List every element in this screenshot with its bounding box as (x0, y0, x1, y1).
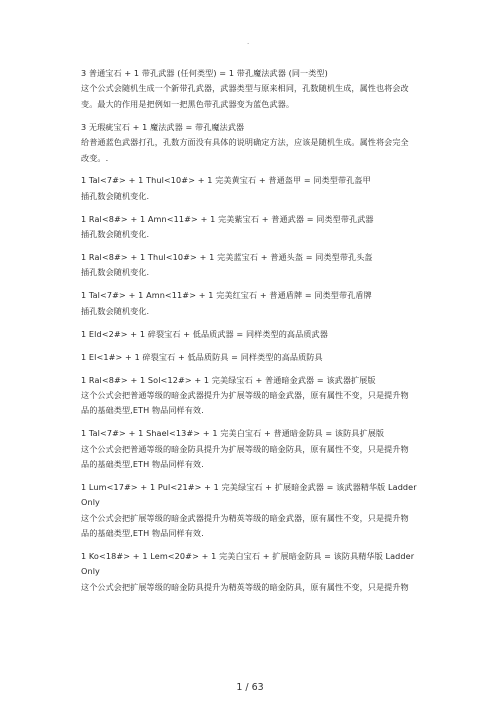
paragraph (81, 250, 441, 281)
paragraph (81, 373, 441, 419)
text-line: 变。最大的作用是把例如一把黑色带孔武器变为蓝色武器。 (81, 98, 295, 109)
text-line: 1 Eld<2#> + 1 碎裂宝石 + 低品质武器 = 同样类型的高品质武器 (81, 328, 328, 339)
document-body (81, 66, 441, 603)
text-line: 3 普通宝石 + 1 带孔武器 (任何类型) = 1 带孔魔法武器 (同一类型) (81, 68, 328, 78)
paragraph (81, 120, 441, 166)
text-line: 这个公式会随机生成一个新带孔武器，武器类型与原来相同，孔数随机生成，属性也将会改 (81, 83, 409, 94)
paragraph (81, 549, 441, 595)
paragraph (81, 426, 441, 472)
text-line: 这个公式会把普通等级的暗金武器提升为扩展等级的暗金武器，原有属性不变，只是提升物 (81, 389, 409, 400)
paragraph (81, 288, 441, 319)
text-line: 这个公式会把普通等级的暗金防具提升为扩展等级的暗金防具，原有属性不变，只是提升物 (81, 443, 409, 454)
header-mark: . (247, 38, 250, 46)
text-line: 这个公式会把扩展等级的暗金防具提升为精英等级的暗金防具，原有属性不变，只是提升物 (81, 581, 409, 592)
text-line: 3 无瑕疵宝石 + 1 魔法武器 = 带孔魔法武器 (81, 121, 245, 132)
text-line: 品的基础类型,ETH 物品同样有效. (81, 405, 204, 416)
text-line: Only (81, 497, 100, 508)
text-line: 1 Ral<8#> + 1 Thul<10#> + 1 完美蓝宝石 + 普通头盔 = 同类型带孔头盔 (81, 252, 373, 263)
text-line: 1 Tal<7#> + 1 Shael<13#> + 1 完美白宝石 + 普通暗金防具 = 该防具扩展版 (81, 428, 385, 439)
text-line: 1 Ral<8#> + 1 Amn<11#> + 1 完美紫宝石 + 普通武器 = 同类型带孔武器 (81, 213, 374, 224)
paragraph (81, 327, 441, 342)
text-line: 插孔数会随机变化. (81, 190, 150, 201)
text-line: 1 Ko<18#> + 1 Lem<20#> + 1 完美白宝石 + 扩展暗金防具 = 该防具精华版 Ladder (81, 551, 415, 562)
page-number: 1 / 63 (236, 682, 264, 693)
text-line: 1 El<1#> + 1 碎裂宝石 + 低品质防具 = 同样类型的高品质防具 (81, 351, 323, 362)
paragraph (81, 173, 441, 204)
text-line: 1 Tal<7#> + 1 Amn<11#> + 1 完美红宝石 + 普通盾牌 = 同类型带孔盾牌 (81, 290, 372, 301)
text-line: 1 Tal<7#> + 1 Thul<10#> + 1 完美黄宝石 + 普通盔甲 = 同类型带孔盔甲 (81, 175, 371, 186)
text-line: 品的基础类型,ETH 物品同样有效. (81, 459, 204, 470)
text-line: 插孔数会随机变化. (81, 305, 150, 316)
paragraph (81, 350, 441, 365)
text-line: 1 Lum<17#> + 1 Pul<21#> + 1 完美绿宝石 + 扩展暗金武器 = 该武器精华版 Ladder (81, 481, 417, 492)
text-line: 插孔数会随机变化. (81, 229, 150, 240)
text-line: 改变。. (81, 152, 109, 163)
text-line: 1 Ral<8#> + 1 Sol<12#> + 1 完美绿宝石 + 普通暗金武器 = 该武器扩展版 (81, 374, 376, 385)
text-line: 给普通蓝色武器打孔，孔数方面没有具体的说明确定方法，应该是随机生成。属性将会完全 (81, 137, 409, 148)
text-line: Only (81, 566, 100, 577)
text-line: 品的基础类型,ETH 物品同样有效. (81, 528, 204, 539)
paragraph (81, 66, 441, 112)
paragraph (81, 480, 441, 542)
text-line: 插孔数会随机变化. (81, 267, 150, 278)
text-line: 这个公式会把扩展等级的暗金武器提升为精英等级的暗金武器，原有属性不变，只是提升物 (81, 512, 409, 523)
paragraph (81, 212, 441, 243)
